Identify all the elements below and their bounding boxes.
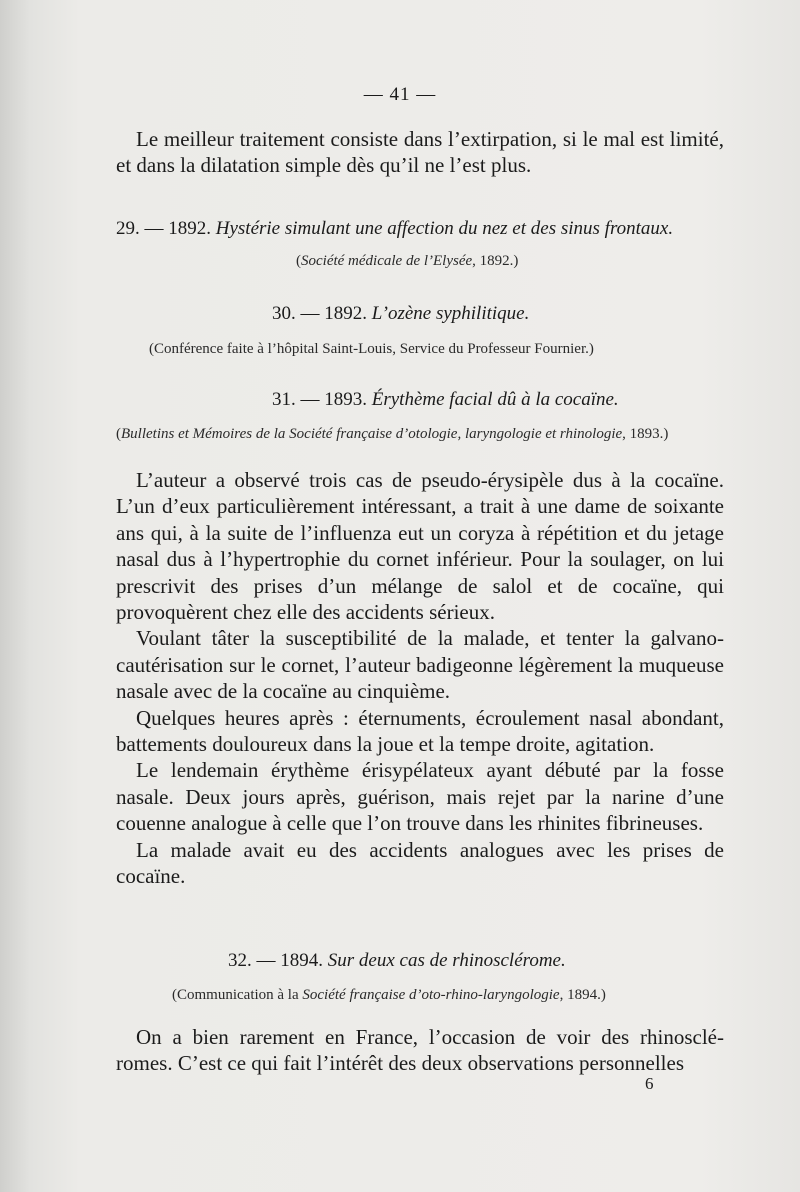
- entry-31-source: [116, 426, 668, 443]
- entry-29-number: 29. — 1892.: [116, 218, 211, 239]
- body-paragraph-1: L’auteur a observé trois cas de pseudo-érysipèle dus à la cocaïne. L’un d’eux particulièrement intéressant, a trait à une dame de soixante ans qui, à la suite de l’influenza eut un coryza à répétition et du jetage nasal dus à l’hypertrophie du cornet inférieur. Pour la soulager, on lui prescrivit des prises d’un mélange de salol et de cocaïne, qui provoquèrent chez elle des accidents sérieux.: [116, 468, 724, 625]
- entry-30-source: (Conférence faite à l’hôpital Saint-Louis, Service du Professeur Fournier.): [149, 341, 594, 357]
- entry-30-heading: [272, 303, 529, 325]
- body-paragraph-5: La malade avait eu des accidents analogues avec les prises de cocaïne.: [116, 837, 724, 889]
- entry-32-title: Sur deux cas de rhinosclérome.: [327, 950, 566, 971]
- entry-31-title: Érythème facial dû à la cocaïne.: [371, 389, 619, 410]
- sheet-signature-number: 6: [645, 1074, 654, 1093]
- entry-31-body: [116, 467, 724, 890]
- entry-32-number: 32. — 1894.: [228, 950, 323, 971]
- entry-32-source-prefix: (Communication à la: [172, 987, 303, 1003]
- entry-31-source-year: , 1893.): [622, 426, 669, 442]
- entry-29-title: Hystérie simulant une affection du nez et des sinus frontaux.: [215, 218, 674, 239]
- entry-32-source-journal: Société française d’oto-rhino-laryngologie: [302, 987, 560, 1003]
- body-paragraph-2: Voulant tâter la susceptibilité de la malade, et tenter la galvano-cautérisation sur le cornet, l’auteur badigeonne légèrement la muqueuse nasale avec de la cocaïne au cinquième.: [116, 626, 724, 704]
- final-paragraph: On a bien rarement en France, l’occasion de voir des rhinosclé-romes. C’est ce qui fait l’intérêt des deux observations personnelles: [116, 1025, 724, 1076]
- entry-32-source-year: , 1894.): [559, 987, 606, 1003]
- entry-32-source: [172, 987, 606, 1004]
- entry-31-heading: [272, 389, 619, 411]
- page-number: — 41 —: [363, 84, 437, 105]
- entry-30-title: L’ozène syphilitique.: [371, 303, 530, 324]
- entry-29-source: [296, 253, 518, 270]
- body-paragraph-4: Le lendemain érythème érisypélateux ayant débuté par la fosse nasale. Deux jours après, guérison, mais rejet par la narine d’une couenne analogue à celle que l’on trouve dans les rhinites fibrineuses.: [116, 758, 724, 836]
- final-paragraph-block: [116, 1024, 724, 1077]
- entry-31-source-journal: Bulletins et Mémoires de la Société française d’otologie, laryngologie et rhinologie: [121, 426, 623, 442]
- intro-paragraph: Le meilleur traitement consiste dans l’extirpation, si le mal est limité, et dans la dilatation simple dès qu’il ne l’est plus.: [116, 127, 724, 178]
- entry-29-source-journal: Société médicale de l’Elysée: [301, 253, 473, 269]
- body-paragraph-3: Quelques heures après : éternuments, écroulement nasal abondant, battements douloureux dans la joue et la tempe droite, agitation.: [116, 705, 724, 757]
- intro-paragraph-block: [116, 126, 724, 179]
- entry-31-source-open: (: [116, 426, 121, 442]
- entry-30-number: 30. — 1892.: [272, 303, 367, 324]
- entry-29-source-open: (: [296, 253, 301, 269]
- entry-31-number: 31. — 1893.: [272, 389, 367, 410]
- entry-29-heading: [116, 218, 673, 240]
- entry-29-source-year: , 1892.): [472, 253, 519, 269]
- entry-32-heading: [228, 950, 566, 972]
